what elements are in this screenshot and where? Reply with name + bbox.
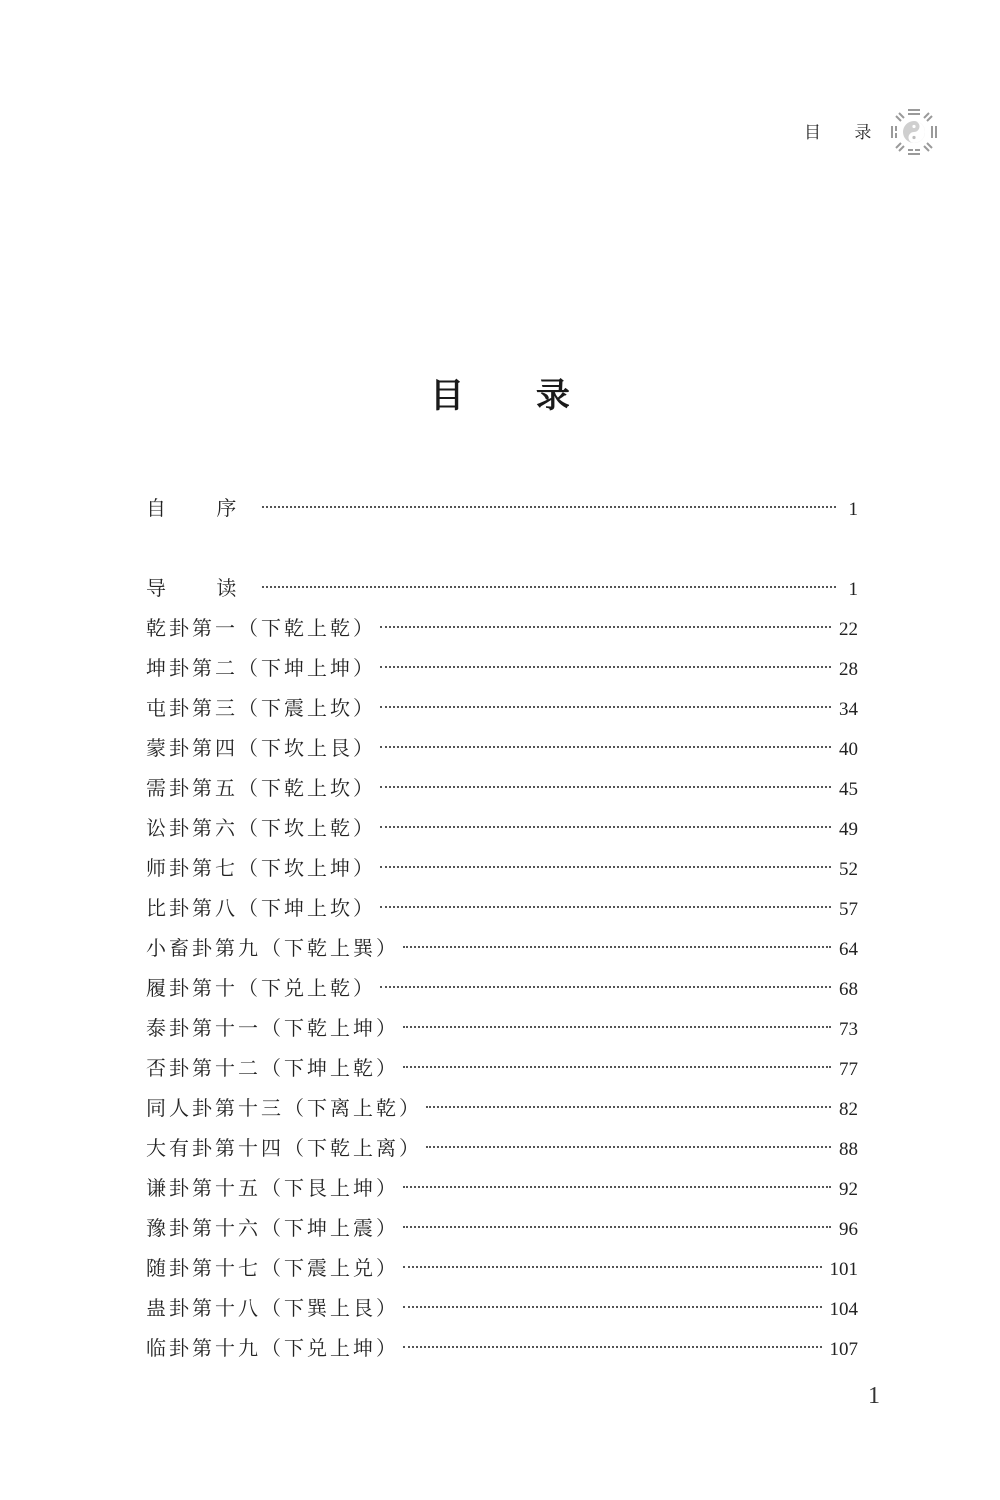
- toc-item-label: 大有卦第十四（下乾上离）: [146, 1136, 422, 1160]
- toc-item-label: 讼卦第六（下坎上乾）: [146, 816, 376, 840]
- dot-leader: [380, 746, 831, 748]
- dot-leader: [403, 1026, 831, 1028]
- dot-leader: [380, 826, 831, 828]
- toc-item-label: 小畜卦第九（下乾上巽）: [146, 936, 399, 960]
- toc-item-label: 自 序: [146, 496, 259, 520]
- toc-item-page: 1: [848, 499, 858, 520]
- dot-leader: [403, 1186, 831, 1188]
- toc-item-page: 101: [829, 1259, 858, 1280]
- table-of-contents: [146, 488, 858, 1368]
- toc-item-label: 需卦第五（下乾上坎）: [146, 776, 376, 800]
- dot-leader: [380, 866, 831, 868]
- toc-item[interactable]: [146, 1048, 858, 1088]
- toc-item-page: 1: [848, 579, 858, 600]
- toc-item-label: 师卦第七（下坎上坤）: [146, 856, 376, 880]
- toc-item[interactable]: [146, 648, 858, 688]
- page-number: 1: [868, 1383, 880, 1409]
- toc-item-page: 96: [839, 1219, 858, 1240]
- toc-item[interactable]: [146, 688, 858, 728]
- toc-item[interactable]: [146, 1088, 858, 1128]
- toc-item-page: 104: [829, 1299, 858, 1320]
- toc-item[interactable]: [146, 1248, 858, 1288]
- toc-item[interactable]: [146, 1168, 858, 1208]
- dot-leader: [262, 506, 836, 508]
- toc-item-page: 64: [839, 939, 858, 960]
- dot-leader: [403, 1266, 822, 1268]
- dot-leader: [403, 1226, 831, 1228]
- page-title: 目 录: [430, 376, 600, 416]
- toc-item-page: 68: [839, 979, 858, 1000]
- dot-leader: [403, 1066, 831, 1068]
- dot-leader: [426, 1146, 831, 1148]
- toc-item-page: 107: [829, 1339, 858, 1360]
- toc-item[interactable]: [146, 1008, 858, 1048]
- toc-item-label: 豫卦第十六（下坤上震）: [146, 1216, 399, 1240]
- toc-item-page: 52: [839, 859, 858, 880]
- toc-item-page: 92: [839, 1179, 858, 1200]
- toc-item-page: 88: [839, 1139, 858, 1160]
- toc-item[interactable]: [146, 848, 858, 888]
- toc-item-label: 导 读: [146, 576, 259, 600]
- toc-item-page: 49: [839, 819, 858, 840]
- toc-item-page: 40: [839, 739, 858, 760]
- toc-item-page: 28: [839, 659, 858, 680]
- toc-item[interactable]: [146, 1288, 858, 1328]
- dot-leader: [403, 1346, 822, 1348]
- dot-leader: [403, 1306, 822, 1308]
- toc-item-page: 22: [839, 619, 858, 640]
- toc-item[interactable]: [146, 728, 858, 768]
- toc-item-label: 随卦第十七（下震上兑）: [146, 1256, 399, 1280]
- dot-leader: [380, 666, 831, 668]
- toc-item-page: 77: [839, 1059, 858, 1080]
- toc-item-label: 蒙卦第四（下坎上艮）: [146, 736, 376, 760]
- dot-leader: [403, 946, 831, 948]
- toc-item-label: 否卦第十二（下坤上乾）: [146, 1056, 399, 1080]
- toc-item-label: 坤卦第二（下坤上坤）: [146, 656, 376, 680]
- toc-item-label: 同人卦第十三（下离上乾）: [146, 1096, 422, 1120]
- toc-item[interactable]: [146, 808, 858, 848]
- toc-item-introduction[interactable]: [146, 568, 858, 608]
- taiji-bagua-icon: [888, 106, 940, 158]
- dot-leader: [380, 786, 831, 788]
- running-head-title: 目 录: [804, 123, 886, 143]
- toc-item-label: 临卦第十九（下兑上坤）: [146, 1336, 399, 1360]
- toc-item-page: 45: [839, 779, 858, 800]
- toc-item-page: 57: [839, 899, 858, 920]
- toc-item-label: 谦卦第十五（下艮上坤）: [146, 1176, 399, 1200]
- toc-item[interactable]: [146, 608, 858, 648]
- toc-item-label: 蛊卦第十八（下巽上艮）: [146, 1296, 399, 1320]
- dot-leader: [380, 706, 831, 708]
- toc-item-label: 泰卦第十一（下乾上坤）: [146, 1016, 399, 1040]
- toc-item[interactable]: [146, 1328, 858, 1368]
- toc-item-page: 82: [839, 1099, 858, 1120]
- toc-item-label: 比卦第八（下坤上坎）: [146, 896, 376, 920]
- toc-item[interactable]: [146, 968, 858, 1008]
- dot-leader: [262, 586, 836, 588]
- dot-leader: [380, 626, 831, 628]
- dot-leader: [426, 1106, 831, 1108]
- toc-item[interactable]: [146, 928, 858, 968]
- toc-item-preface[interactable]: [146, 488, 858, 528]
- toc-item-page: 73: [839, 1019, 858, 1040]
- toc-item-label: 屯卦第三（下震上坎）: [146, 696, 376, 720]
- toc-item[interactable]: [146, 1128, 858, 1168]
- toc-item-label: 履卦第十（下兑上乾）: [146, 976, 376, 1000]
- dot-leader: [380, 906, 831, 908]
- dot-leader: [380, 986, 831, 988]
- toc-item[interactable]: [146, 768, 858, 808]
- toc-item[interactable]: [146, 1208, 858, 1248]
- toc-item-label: 乾卦第一（下乾上乾）: [146, 616, 376, 640]
- toc-item-page: 34: [839, 699, 858, 720]
- toc-item[interactable]: [146, 888, 858, 928]
